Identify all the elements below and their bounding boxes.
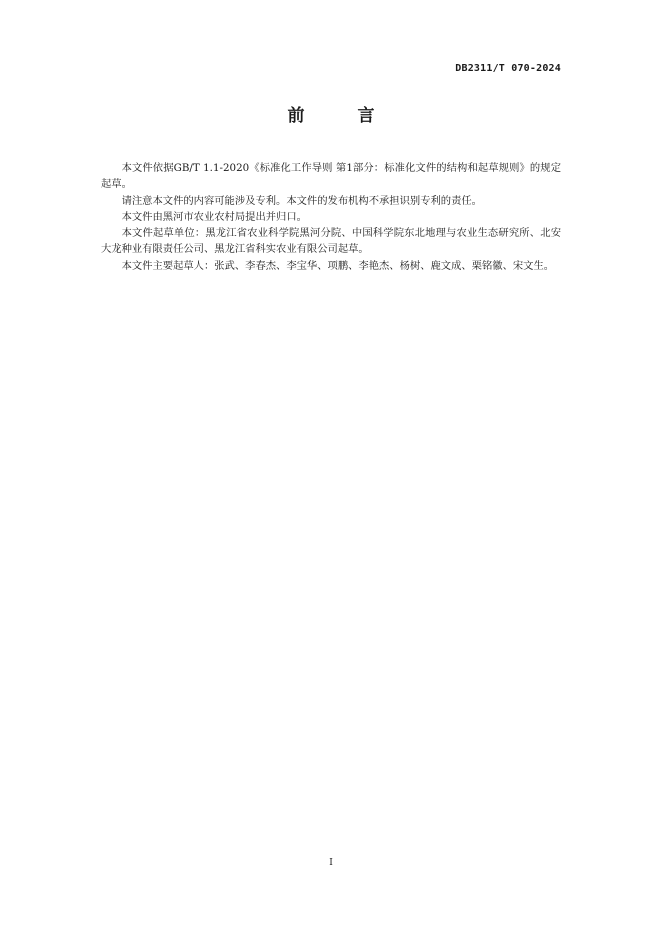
paragraph-proposer: 本文件由黑河市农业农村局提出并归口。: [121, 210, 307, 223]
body-text: [101, 160, 561, 274]
page-number: I: [329, 858, 333, 868]
paragraph-patent-notice: 请注意本文件的内容可能涉及专利。本文件的发布机构不承担识别专利的责任。: [121, 194, 482, 207]
paragraph-drafting-units: 本文件起草单位：黑龙江省农业科学院黑河分院、中国科学院东北地理与农业生态研究所、北安大龙种业有限责任公司、黑龙江省科实农业有限公司起草。: [101, 227, 561, 256]
document-code: DB2311/T 070-2024: [455, 63, 561, 74]
paragraph-drafters: 本文件主要起草人：张武、李春杰、李宝华、项鹏、李艳杰、杨树、鹿文成、栗铭徽、宋文生。: [121, 259, 555, 272]
page-title: 前 言: [287, 106, 393, 126]
paragraph-drafting-basis: 本文件依据GB/T 1.1-2020《标准化工作导则 第1部分：标准化文件的结构和起草规则》的规定起草。: [101, 162, 561, 191]
